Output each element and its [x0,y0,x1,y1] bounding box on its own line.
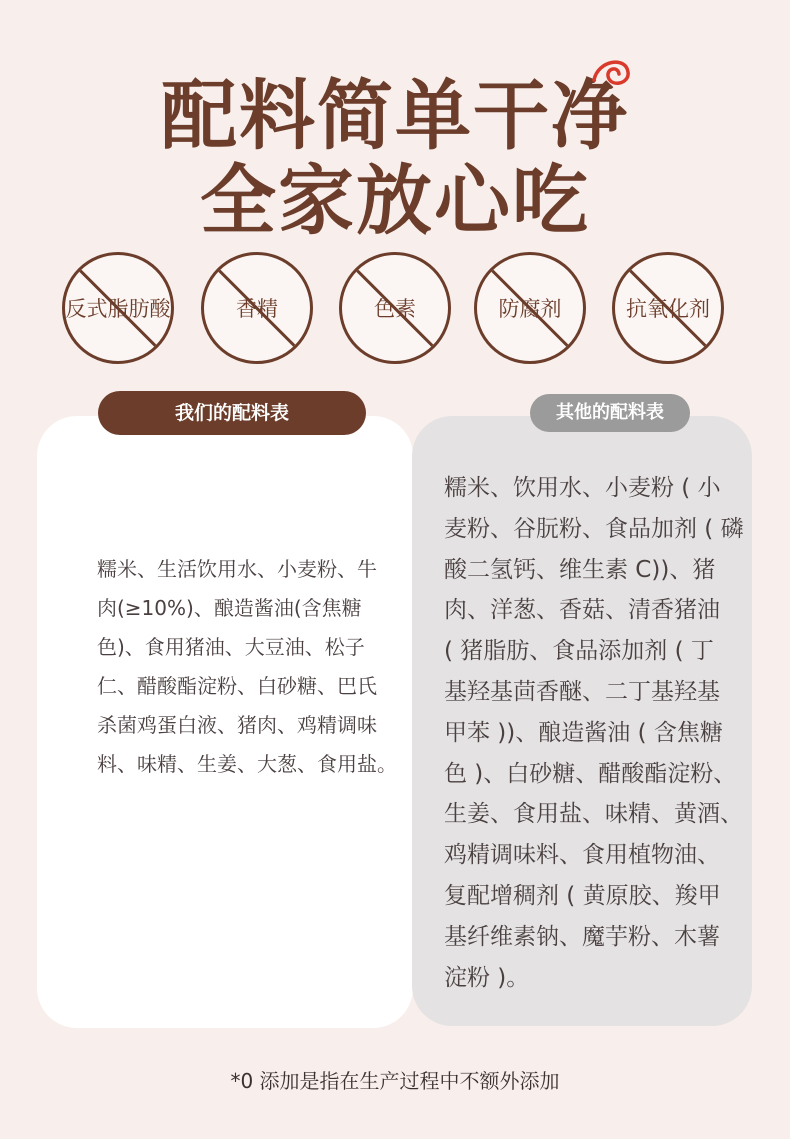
badge-label: 抗氧化剂 [626,297,710,321]
footnote: *0 添加是指在生产过程中不额外添加 [230,1069,560,1093]
headline-line-1: 配料简单干净 [161,71,629,160]
badge-no-preservative [474,252,586,364]
badge-no-antioxidant [612,252,724,364]
badge-label: 色素 [374,297,416,321]
headline-line-2: 全家放心吃 [200,156,590,245]
our-ingredients-title: 我们的配料表 [98,391,366,435]
no-additives-badges [62,252,732,368]
other-ingredients-text: 糯米、饮用水、小麦粉 ( 小 麦粉、谷朊粉、食品加剂 ( 磷 酸二氢钙、维生素 C))、猪 肉、洋葱、香菇、清香猪油 ( 猪脂肪、食品添加剂 ( 丁 基羟基茴香醚、二丁基羟基 甲苯 ))、酿造酱油 ( 含焦糖 色 )、白砂糖、醋酸酯淀粉、 生姜、食用盐、味精、黄酒、 鸡精调味料、食用植物油、 复配增稠剂 ( 黄原胶、羧甲 基纤维素钠、魔芋粉、木薯 淀粉 )。 [444,475,744,991]
badge-label: 防腐剂 [498,297,562,321]
badge-no-coloring [339,252,451,364]
badge-label: 反式脂肪酸 [65,297,171,321]
red-swirl-icon [588,50,636,98]
badge-no-trans-fat [62,252,174,364]
our-ingredients-text: 糯米、生活饮用水、小麦粉、牛 肉(≥10%)、酿造酱油(含焦糖 色)、食用猪油、大豆油、松子 仁、醋酸酯淀粉、白砂糖、巴氏 杀菌鸡蛋白液、猪肉、鸡精调味 料、味精、生姜、大葱、食用盐。 [97,557,397,776]
badge-no-flavoring [201,252,313,364]
badge-label: 香精 [236,297,278,321]
other-ingredients-title: 其他的配料表 [530,394,690,432]
